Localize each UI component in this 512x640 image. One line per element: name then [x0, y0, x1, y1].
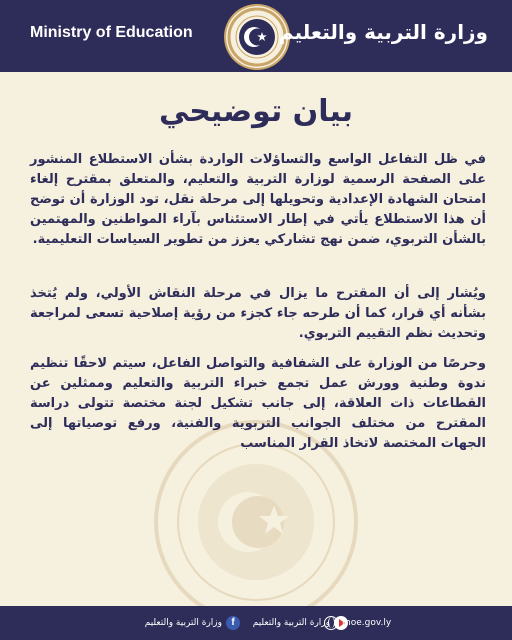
ministry-name-english: Ministry of Education: [30, 24, 193, 41]
facebook-label: وزارة التربية والتعليم: [144, 618, 222, 628]
facebook-icon: f: [226, 616, 240, 630]
header-bar: [0, 0, 512, 72]
paragraph-3: وحرصًا من الوزارة على الشفافية والتواصل الفاعل، سيتم لاحقًا تنظيم ندوة وطنية وورش عمل تجمع خبراء التربية والتعليم وممثلين عن القطاعات ذات العلاقة، إلى جانب تشكيل لجنة مختصة تتولى دراسة المقترح من مختلف الجوانب التربوية والفنية، ورفع توصياتها إلى الجهات المختصة لاتخاذ القرار المناسب: [30, 356, 486, 451]
statement-title: بيان توضيحي: [158, 94, 354, 129]
footer-facebook[interactable]: [145, 606, 244, 640]
paragraph-1: في ظل التفاعل الواسع والتساؤلات الواردة بشأن الاستطلاع المنشور على الصفحة الرسمية لوزارة التربية والتعليم، والمتعلق بمقترح إلغاء امتحان الشهادة الإعدادية وتحويلها إلى مرحلة نقل، تود الوزارة أن توضح أن هذا الاستطلاع يأتي في إطار الاستئناس بآراء المواطنين والمهتمين بالشأن التربوي، ضمن نهج تشاركي يعزز من تطوير السياسات التعليمية.: [30, 152, 486, 247]
website-label: moe.gov.ly: [342, 618, 392, 628]
ministry-name-arabic: وزارة التربية والتعليم: [278, 20, 488, 44]
youtube-label: وزارة التربية والتعليم: [252, 618, 330, 628]
paragraph-2: ويُشار إلى أن المقترح ما يزال في مرحلة النقاش الأولي، ولم يُتخذ بشأنه أي قرار، كما أن طرحه جاء كجزء من رؤية إصلاحية تسعى لمراجعة وتحديث نظم التقييم التربوي.: [30, 286, 486, 341]
globe-icon: [324, 616, 338, 630]
footer-website[interactable]: [320, 606, 391, 640]
footer-bar: [0, 606, 512, 640]
